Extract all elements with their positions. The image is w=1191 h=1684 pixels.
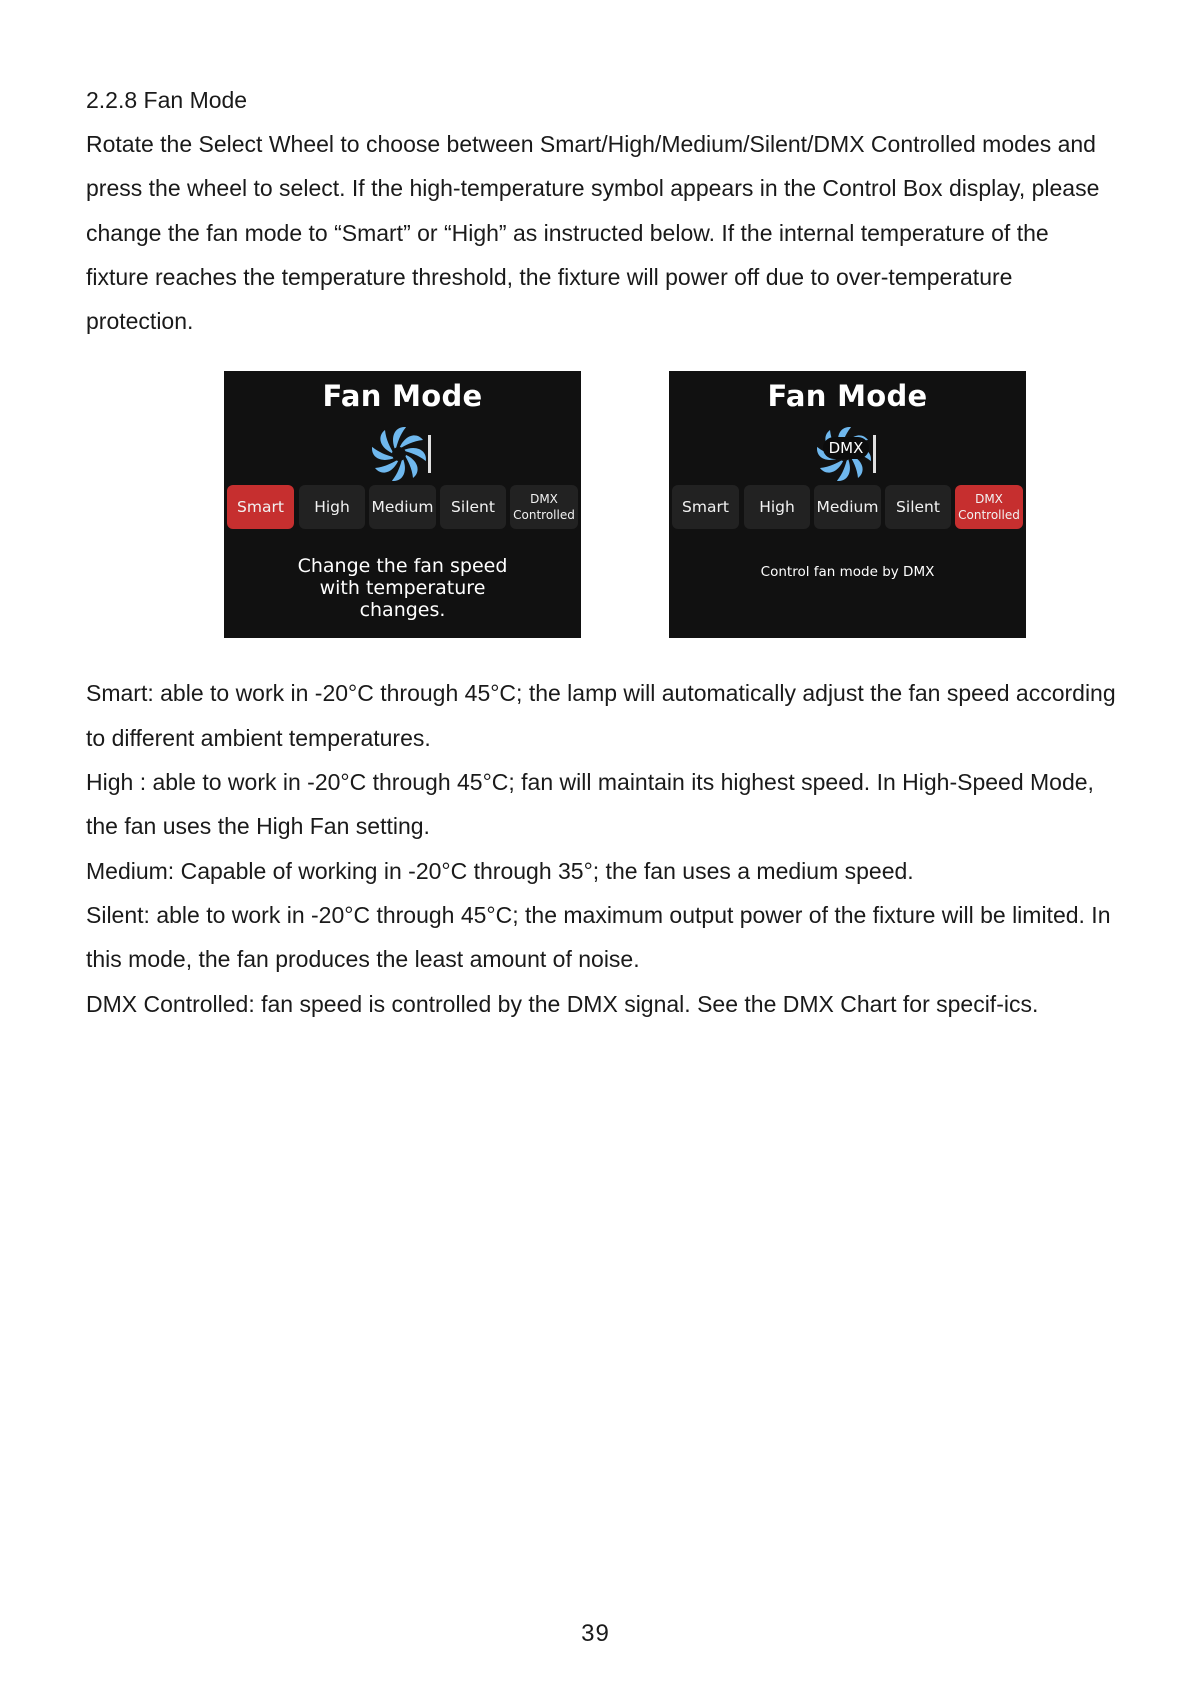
- fan-icon: [366, 419, 440, 489]
- mode-selector: [672, 485, 1023, 529]
- mode-silent-button[interactable]: Silent: [440, 485, 506, 529]
- mode-selector: [227, 485, 578, 529]
- screen-title: Fan Mode: [767, 379, 928, 414]
- mode-description-high: High : able to work in -20°C through 45°C; fan will maintain its highest speed. In High-Speed Mode, the fan uses the High Fan setting.: [86, 769, 1094, 840]
- mode-smart-button[interactable]: Smart: [227, 485, 294, 529]
- fan-mode-screen-dmx: [669, 371, 1026, 638]
- mode-description-medium: Medium: Capable of working in -20°C through 35°; the fan uses a medium speed.: [86, 857, 914, 884]
- screen-description: Change the fan speed with temperature changes.: [297, 555, 508, 622]
- fan-mode-screen-smart: [224, 371, 581, 638]
- mode-silent-button[interactable]: Silent: [885, 485, 951, 529]
- mode-dmx-controlled-button[interactable]: [510, 485, 578, 529]
- screen-description: Control fan mode by DMX: [760, 564, 935, 581]
- mode-dmx-controlled-button[interactable]: [955, 485, 1023, 529]
- mode-medium-button[interactable]: Medium: [369, 485, 436, 529]
- mode-dmx-line2: Controlled: [958, 508, 1020, 523]
- fan-dmx-icon: [811, 419, 885, 489]
- page-number: 39: [581, 1620, 610, 1647]
- screen-title: Fan Mode: [322, 379, 483, 414]
- mode-description-silent: Silent: able to work in -20°C through 45°C; the maximum output power of the fixture will be limited. In this mode, the fan produces the least amount of noise.: [86, 901, 1111, 973]
- mode-dmx-line1: DMX: [530, 492, 558, 507]
- mode-dmx-line2: Controlled: [513, 508, 575, 523]
- fan-mode-screens: [86, 371, 1116, 649]
- section-heading: 2.2.8 Fan Mode: [86, 87, 248, 113]
- mode-dmx-line1: DMX: [975, 492, 1003, 507]
- mode-high-button[interactable]: High: [744, 485, 810, 529]
- dmx-badge: DMX: [823, 437, 869, 459]
- page-content: [86, 78, 1116, 1026]
- intro-paragraph: Rotate the Select Wheel to choose between Smart/High/Medium/Silent/DMX Controlled modes and press the wheel to select. If the high-temperature symbol appears in the Control Box display, please change the fan mode to “Smart” or “High” as instructed below. If the internal temperature of the fixture reaches the temperature threshold, the fixture will power off due to over-temperature protection.: [86, 131, 1100, 335]
- mode-description-dmx: DMX Controlled: fan speed is controlled by the DMX signal. See the DMX Chart for specif-ics.: [86, 990, 1039, 1017]
- mode-medium-button[interactable]: Medium: [814, 485, 881, 529]
- mode-description-smart: Smart: able to work in -20°C through 45°C; the lamp will automatically adjust the fan speed according to different ambient temperatures.: [86, 680, 1116, 751]
- mode-smart-button[interactable]: Smart: [672, 485, 739, 529]
- mode-high-button[interactable]: High: [299, 485, 365, 529]
